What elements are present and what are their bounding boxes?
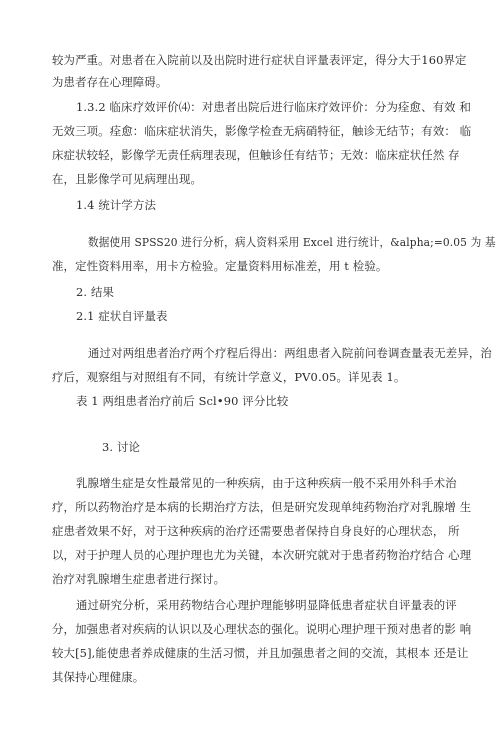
section-heading: 1.3.2 临床疗效评价⑷：对患者出院后进行临床疗效评价：分为痊愈、有效 和 bbox=[76, 100, 472, 114]
paragraph-line: 较大[5],能使患者养成健康的生活习惯，并且加强患者之间的交流，其根本 还是让 bbox=[52, 646, 469, 660]
section-heading: 3. 讨论 bbox=[102, 440, 141, 454]
paragraph-line: 以，对于护理人员的心理护理也尤为关键，本次研究就对于患者药物治疗结合 心理 bbox=[52, 548, 472, 562]
paragraph-line: 在，且影像学可见病理出现。 bbox=[52, 172, 203, 186]
paragraph-line: 数据使用 SPSS20 进行分析，病人资料采用 Excel 进行统计，&alpha;=0.05 为 基 bbox=[88, 235, 496, 249]
paragraph-line: 无效三项。痊愈：临床症状消失，影像学检查无病硝特征，触诊无结节；有效： 临 bbox=[52, 124, 472, 138]
paragraph-line: 较为严重。对患者在入院前以及出院时进行症状自评量表评定，得分大于160界定 bbox=[52, 53, 467, 67]
paragraph-line: 准，定性资料用率，用卡方检验。定量资料用标准差，用 t 检验。 bbox=[52, 259, 388, 273]
paragraph-line: 乳腺增生症是女性最常见的一种疾病，由于这种疾病一般不采用外科手术治 bbox=[76, 476, 457, 490]
paragraph-line: 通过对两组患者治疗两个疗程后得出：两组患者入院前问卷调查量表无差异，治 bbox=[88, 346, 492, 360]
paragraph-line: 症患者效果不好，对于这种疾病的治疗还需要患者保持自身良好的心理状态， 所 bbox=[52, 524, 460, 538]
paragraph-line: 分，加强患者对疾病的认识以及心理状态的强化。说明心理护理干预对患者的影 响 bbox=[52, 622, 472, 636]
paragraph-line: 疗后，观察组与对照组有不同，有统计学意义，PV0.05。详见表 1。 bbox=[52, 370, 406, 384]
section-heading: 2. 结果 bbox=[76, 285, 115, 299]
paragraph-line: 疗，所以药物治疗是本病的长期治疗方法，但是研究发现单纯药物治疗对乳腺增 生 bbox=[52, 500, 472, 514]
paragraph-line: 其保持心理健康。 bbox=[52, 670, 145, 684]
paragraph-line: 通过研究分析，采用药物结合心理护理能够明显降低患者症状自评量表的评 bbox=[76, 598, 457, 612]
table-caption: 表 1 两组患者治疗前后 Scl•90 评分比较 bbox=[76, 394, 289, 408]
paragraph-line: 治疗对乳腺增生症患者进行探讨。 bbox=[52, 572, 226, 586]
section-heading: 2.1 症状自评量表 bbox=[76, 309, 168, 323]
paragraph-line: 床症状较轻，影像学无责任病理表现，但触诊任有结节；无效：临床症状任然 存 bbox=[52, 148, 460, 162]
section-heading: 1.4 统计学方法 bbox=[76, 198, 157, 212]
paragraph-line: 为患者存在心理障碍。 bbox=[52, 75, 168, 89]
